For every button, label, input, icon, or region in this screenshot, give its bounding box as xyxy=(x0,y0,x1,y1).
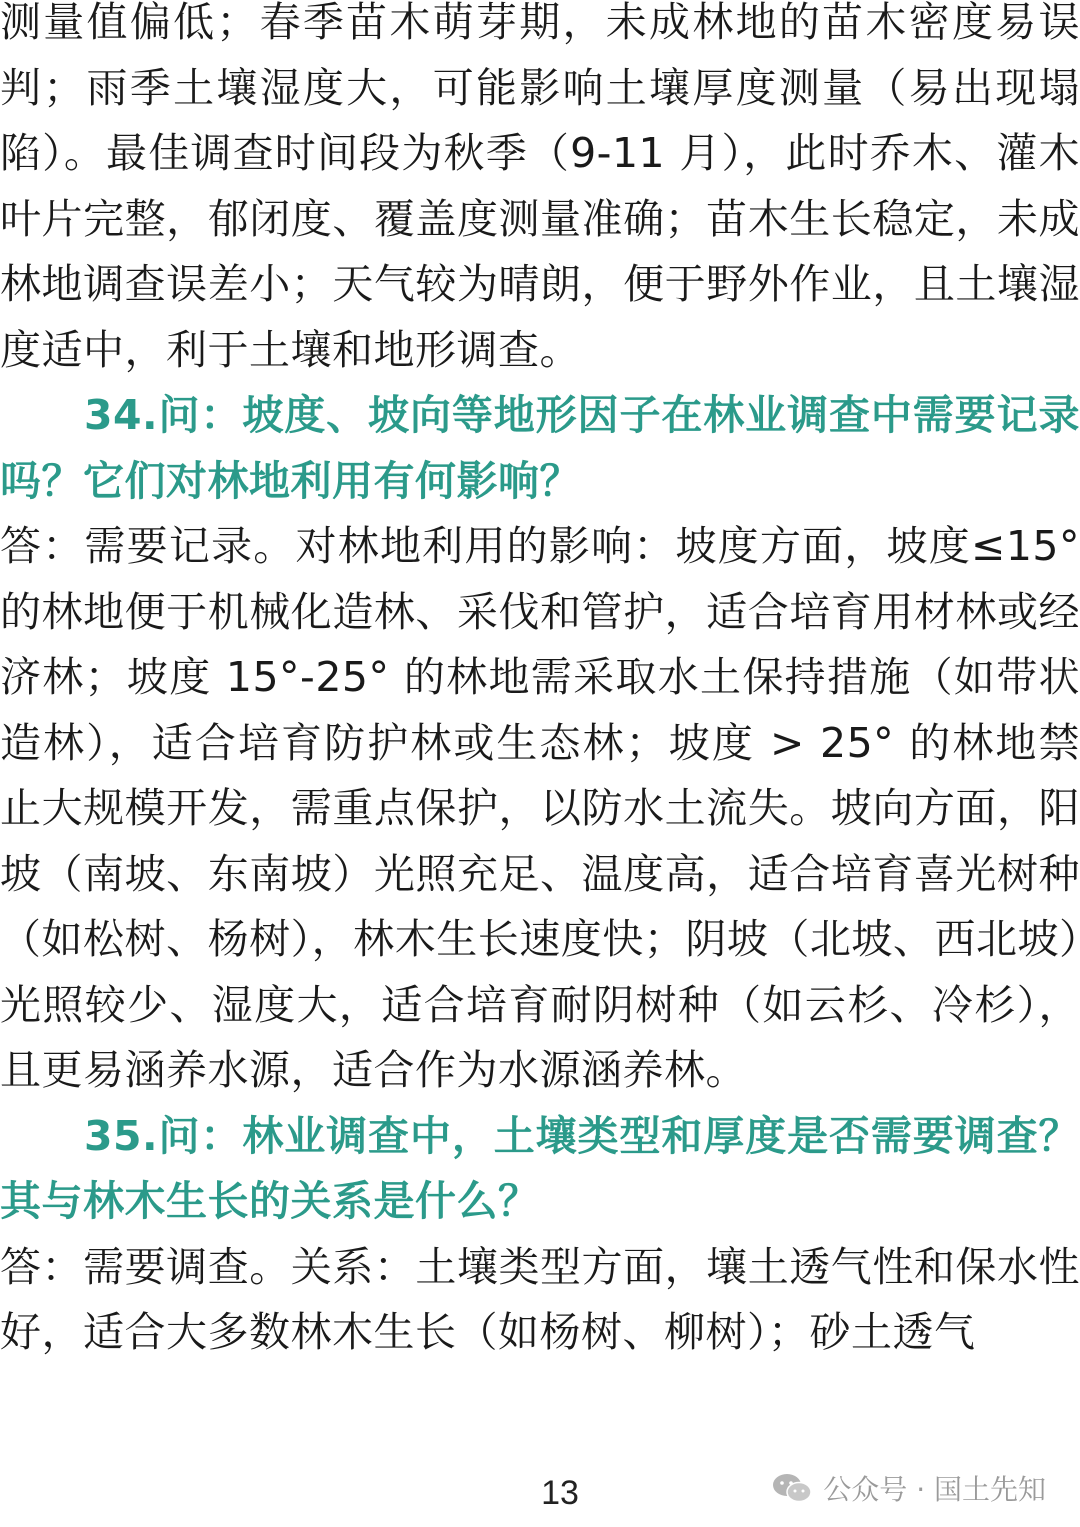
page-footer xyxy=(0,1460,1080,1520)
watermark-text: 公众号 · 国土先知 xyxy=(823,1473,1046,1506)
wechat-icon xyxy=(771,1471,813,1505)
watermark xyxy=(771,1468,1046,1508)
answer-paragraph-continued: 测量值偏低；春季苗木萌芽期，未成林地的苗木密度易误判；雨季土壤湿度大，可能影响土壤厚度测量（易出现塌陷）。最佳调查时间段为秋季（9-11 月），此时乔木、灌木叶片完整，郁闭度、覆盖度测量准确；苗木生长稳定，未成林地调查误差小；天气较为晴朗，便于野外作业，且土壤湿度适中，利于土壤和地形调查。 xyxy=(0,0,1080,374)
answer-35: 答：需要调查。关系：土壤类型方面，壤土透气性和保水性好，适合大多数林木生长（如杨树、柳树）；砂土透气 xyxy=(0,1242,1080,1356)
page-number: 13 xyxy=(541,1474,579,1512)
answer-34: 答：需要记录。对林地利用的影响：坡度方面，坡度≤15° 的林地便于机械化造林、采伐和管护，适合培育用材林或经济林；坡度 15°-25° 的林地需采取水土保持措施（如带状造林），适合培育防护林或生态林；坡度 > 25° 的林地禁止大规模开发，需重点保护，以防水土流失。坡向方面，阳坡（南坡、东南坡）光照充足、温度高，适合培育喜光树种（如松树、杨树），林木生长速度快；阴坡（北坡、西北坡）光照较少、湿度大，适合培育耐阴树种（如云杉、冷杉），且更易涵养水源，适合作为水源涵养林。 xyxy=(0,522,1080,1094)
question-34: 34.问：坡度、坡向等地形因子在林业调查中需要记录吗？它们对林地利用有何影响？ xyxy=(0,391,1080,505)
question-35: 35.问：林业调查中，土壤类型和厚度是否需要调查？其与林木生长的关系是什么？ xyxy=(0,1111,1080,1225)
